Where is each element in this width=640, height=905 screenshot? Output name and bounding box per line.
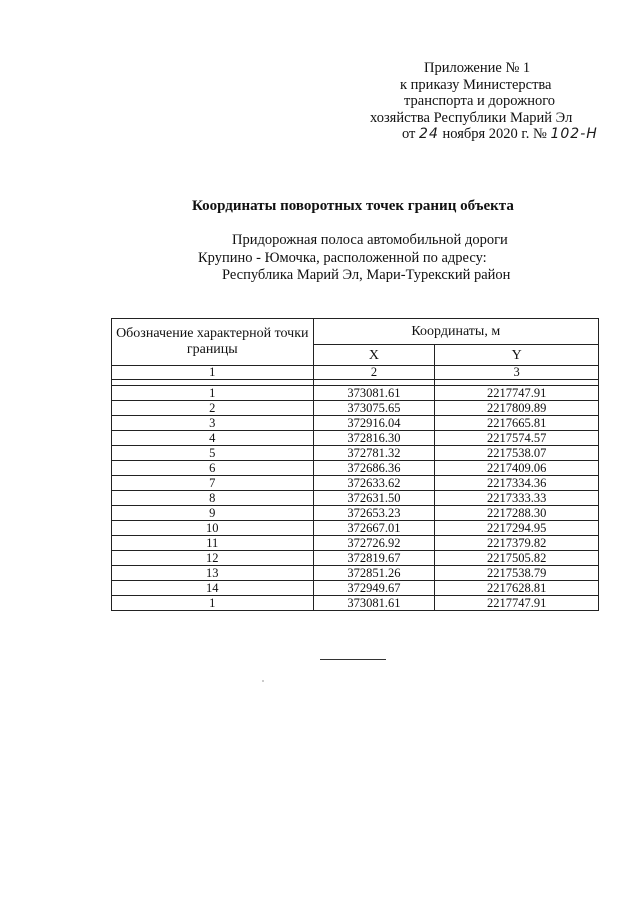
cell-point: 2 [112,401,314,416]
cell-y: 2217747.91 [435,386,599,401]
cell-point: 14 [112,581,314,596]
cell-x: 372631.50 [313,491,435,506]
column-number: 2 [313,366,435,380]
cell-x: 372667.01 [313,521,435,536]
header-designation: Обозначение характерной точки границы [112,319,314,366]
document-subtitle [190,232,550,285]
cell-y: 2217538.07 [435,446,599,461]
cell-x: 373075.65 [313,401,435,416]
document-title: Координаты поворотных точек границ объекта [192,198,514,214]
table-row [112,401,599,416]
cell-point: 7 [112,476,314,491]
cell-y: 2217288.30 [435,506,599,521]
column-number: 1 [112,366,314,380]
cell-y: 2217334.36 [435,476,599,491]
table-row [112,446,599,461]
cell-x: 372949.67 [313,581,435,596]
date-prefix: от [402,126,416,142]
table-row [112,521,599,536]
table-row [112,386,599,401]
subtitle-line: Крупино - Юмочка, расположенной по адресу: [198,249,487,266]
cell-y: 2217574.57 [435,431,599,446]
cell-x: 372781.32 [313,446,435,461]
table-row [112,461,599,476]
cell-point: 6 [112,461,314,476]
cell-y: 2217809.89 [435,401,599,416]
header-coordinates: Координаты, м [313,319,598,345]
cell-y: 2217379.82 [435,536,599,551]
cell-x: 372686.36 [313,461,435,476]
header-x: X [313,345,435,366]
cell-y: 2217505.82 [435,551,599,566]
table-row [112,596,599,611]
annex-line-republic: хозяйства Республики Марий Эл [370,109,573,126]
cell-x: 372916.04 [313,416,435,431]
cell-point: 1 [112,596,314,611]
scan-speck [262,680,264,682]
table-row [112,476,599,491]
cell-x: 372633.62 [313,476,435,491]
table-row [112,416,599,431]
cell-point: 8 [112,491,314,506]
cell-point: 5 [112,446,314,461]
handwritten-order-number: 102-Н [550,126,598,142]
signature-line [320,659,386,660]
column-number-row [112,366,599,380]
cell-y: 2217628.81 [435,581,599,596]
coordinates-rows [112,386,599,611]
cell-x: 373081.61 [313,386,435,401]
table-row [112,431,599,446]
cell-point: 9 [112,506,314,521]
cell-point: 11 [112,536,314,551]
date-rest: ноября 2020 г. № [442,126,547,142]
cell-point: 3 [112,416,314,431]
table-row [112,551,599,566]
coordinates-table [111,318,599,611]
table-row [112,581,599,596]
cell-point: 4 [112,431,314,446]
cell-x: 372819.67 [313,551,435,566]
cell-x: 372653.23 [313,506,435,521]
header-y: Y [435,345,599,366]
cell-y: 2217409.06 [435,461,599,476]
table-row [112,536,599,551]
column-number: 3 [435,366,599,380]
annex-header [360,60,598,143]
cell-x: 373081.61 [313,596,435,611]
cell-point: 1 [112,386,314,401]
cell-y: 2217538.79 [435,566,599,581]
handwritten-day: 24 [419,126,439,142]
cell-point: 10 [112,521,314,536]
cell-y: 2217294.95 [435,521,599,536]
table-row [112,506,599,521]
table-row [112,491,599,506]
cell-point: 12 [112,551,314,566]
cell-y: 2217747.91 [435,596,599,611]
annex-date-line [360,126,598,143]
cell-x: 372851.26 [313,566,435,581]
annex-title: Приложение № 1 [424,60,531,76]
subtitle-line: Придорожная полоса автомобильной дороги [232,232,508,248]
cell-y: 2217665.81 [435,416,599,431]
cell-point: 13 [112,566,314,581]
subtitle-line: Республика Марий Эл, Мари-Турекский район [222,267,511,283]
annex-line-order: к приказу Министерства [400,76,552,93]
cell-x: 372816.30 [313,431,435,446]
table-row [112,566,599,581]
annex-line-ministry: транспорта и дорожного [404,93,556,109]
cell-x: 372726.92 [313,536,435,551]
cell-y: 2217333.33 [435,491,599,506]
